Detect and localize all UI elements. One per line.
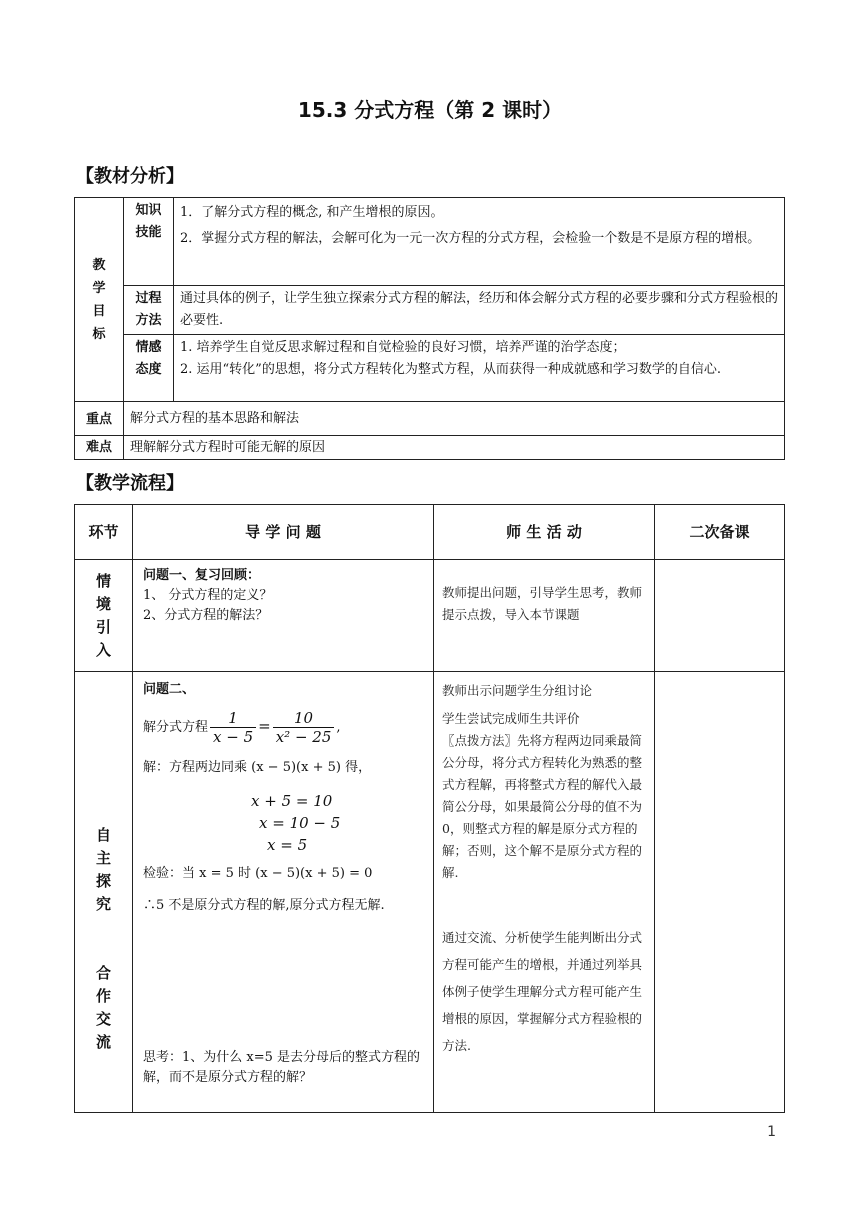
header-question: 导 学 问 题 bbox=[133, 505, 434, 560]
row-label-attitude: 情感 态度 bbox=[124, 335, 174, 402]
notes-explore bbox=[655, 672, 785, 1113]
header-notes: 二次备课 bbox=[655, 505, 785, 560]
activity-explore: 教师出示问题学生分组讨论 学生尝试完成师生共评价 〖点拨方法〗先将方程两边同乘最简公分母，将分式方程转化为熟悉的整式方程解，再将整式方程的解代入最简公分母，如果最简公分母的值不为 0，则整式方程的解是原分式方程的解；否则，这个解不是原分式方程的解. 通过交流、分析使学生能判断出分式方程可能产生的增根，并通过列举具体例子使学生理解分式方程可能产生增根的原因，掌握解分式方程验根的方法. bbox=[434, 672, 655, 1113]
row-label-process: 过程 方法 bbox=[124, 286, 174, 335]
notes-intro bbox=[655, 560, 785, 672]
stage-intro: 情 境 引 入 bbox=[75, 560, 133, 672]
row-text-knowledge: 1．了解分式方程的概念, 和产生增根的原因。 2．掌握分式方程的解法，会解可化为一元一次方程的分式方程，会检验一个数是不是原方程的增根。 bbox=[174, 198, 785, 286]
equation-line: 解分式方程 $\frac{1}{x - 5}$ = $\frac{10}{\text{x² − 25}}$ , bbox=[143, 709, 341, 746]
goal-label: 教 学 目 标 bbox=[75, 198, 124, 402]
header-stage: 环节 bbox=[75, 505, 133, 560]
header-activity: 师 生 活 动 bbox=[434, 505, 655, 560]
difficulty-label: 难点 bbox=[75, 436, 124, 460]
key-point-label: 重点 bbox=[75, 402, 124, 436]
page-number: 1 bbox=[767, 1124, 776, 1140]
question-two: 问题二、 解分式方程 $\frac{1}{x - 5}$ = $\frac{10}{\text{x² − 25}}$ , 解：方程两边同乘 (x − 5)(x + 5) 得， x + 5 = 10 x = 10 − 5 x = 5 检验：当 x = 5 时 (x − 5)(x + 5) = 0 ∴5 不是原分式方程的解,原分式方程无解. 思考：1、为什么 x=5 是去分母后的整式方程的解，而不是原分式方程的解？ bbox=[133, 672, 434, 1113]
page-title: 15.3 分式方程（第 2 课时） bbox=[297, 98, 563, 122]
row-text-attitude: 1. 培养学生自觉反思求解过程和自觉检验的良好习惯，培养严谨的治学态度； 2. 运用“转化”的思想，将分式方程转化为整式方程，从而获得一种成就感和学习数学的自信心. bbox=[174, 335, 785, 402]
key-point-text: 解分式方程的基本思路和解法 bbox=[124, 402, 785, 436]
row-text-process: 通过具体的例子，让学生独立探索分式方程的解法，经历和体会解分式方程的必要步骤和分式方程验根的必要性. bbox=[174, 286, 785, 335]
question-review: 问题一、复习回顾： 1、 分式方程的定义？ 2、分式方程的解法？ bbox=[133, 560, 434, 672]
section-heading-flow: 【教学流程】 bbox=[76, 473, 184, 494]
analysis-table bbox=[74, 197, 785, 460]
difficulty-text: 理解解分式方程时可能无解的原因 bbox=[124, 436, 785, 460]
section-heading-analysis: 【教材分析】 bbox=[76, 166, 184, 187]
row-label-knowledge: 知识 技能 bbox=[124, 198, 174, 286]
stage-explore: 自 主 探 究 合 作 交 流 bbox=[75, 672, 133, 1113]
flow-table bbox=[74, 504, 785, 1113]
activity-intro: 教师提出问题，引导学生思考，教师提示点拨，导入本节课题 bbox=[434, 560, 655, 672]
